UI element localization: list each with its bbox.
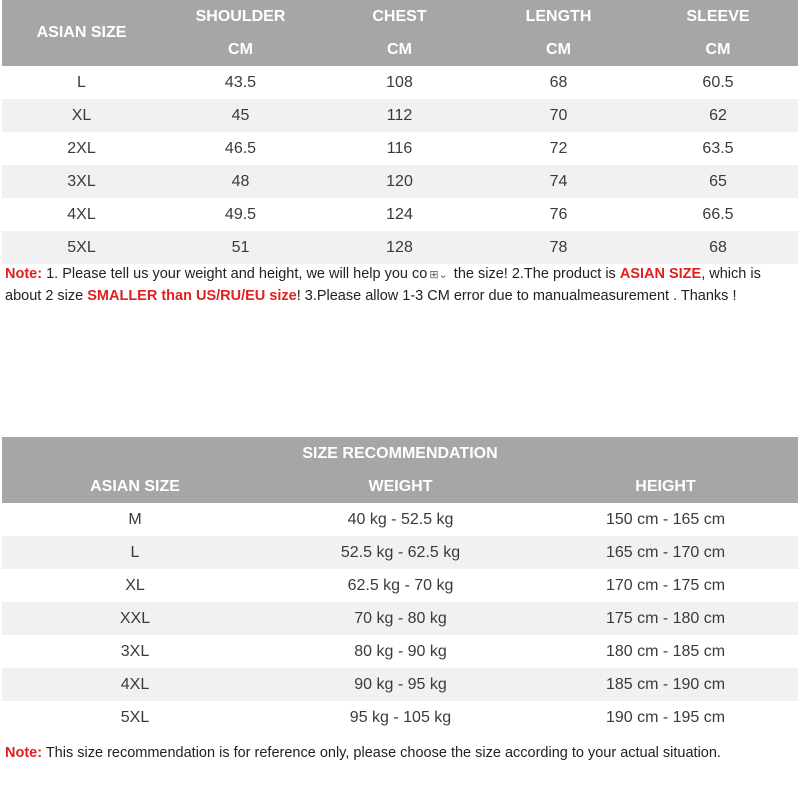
cell-length: 70 (479, 99, 638, 132)
translate-icon[interactable]: ⊞⌄ (429, 269, 448, 281)
note-text-part3: , which is about 2 size (5, 266, 761, 304)
cell-height: 170 cm - 175 cm (533, 569, 798, 602)
cell-length: 72 (479, 132, 638, 165)
header-asian-size: ASIAN SIZE (36, 24, 127, 41)
table-row (2, 635, 798, 668)
header-height: HEIGHT (635, 477, 696, 495)
table-row (2, 231, 798, 264)
header-length: LENGTH (525, 7, 592, 25)
cell-length: 76 (479, 198, 638, 231)
table-row (2, 66, 798, 99)
note-text-part4: ! 3.Please allow 1-3 CM error due to manualmeasurement . Thanks ! (296, 288, 737, 304)
table-row (2, 165, 798, 198)
recommendation-title: SIZE RECOMMENDATION (302, 444, 498, 462)
cell-weight: 52.5 kg - 62.5 kg (268, 536, 533, 569)
header-weight: WEIGHT (368, 477, 433, 495)
note-text-part1: 1. Please tell us your weight and height, we will help you co (42, 266, 428, 282)
size-note (5, 264, 795, 318)
note-label: Note: (5, 266, 43, 282)
cell-shoulder: 45 (161, 99, 320, 132)
cell-height: 150 cm - 165 cm (533, 503, 798, 536)
cell-chest: 128 (320, 231, 479, 264)
cell-weight: 40 kg - 52.5 kg (268, 503, 533, 536)
header-chest: CHEST (372, 7, 427, 25)
cell-size: 5XL (2, 701, 268, 734)
cell-sleeve: 66.5 (638, 198, 798, 231)
cell-size: L (2, 536, 268, 569)
cell-chest: 112 (320, 99, 479, 132)
header-asian-size: ASIAN SIZE (90, 477, 180, 495)
cell-length: 68 (479, 66, 638, 99)
cell-sleeve: 62 (638, 99, 798, 132)
cell-height: 165 cm - 170 cm (533, 536, 798, 569)
cell-shoulder: 49.5 (161, 198, 320, 231)
header-unit: CM (546, 40, 571, 58)
cell-size: XL (2, 99, 161, 132)
table-row (2, 99, 798, 132)
table-row (2, 503, 798, 536)
cell-size: M (2, 503, 268, 536)
cell-weight: 95 kg - 105 kg (268, 701, 533, 734)
table-row (2, 132, 798, 165)
cell-shoulder: 51 (161, 231, 320, 264)
table-row (2, 668, 798, 701)
cell-size: 2XL (2, 132, 161, 165)
cell-height: 190 cm - 195 cm (533, 701, 798, 734)
cell-size: L (2, 66, 161, 99)
cell-height: 175 cm - 180 cm (533, 602, 798, 635)
cell-shoulder: 43.5 (161, 66, 320, 99)
cell-sleeve: 60.5 (638, 66, 798, 99)
cell-size: XL (2, 569, 268, 602)
note-asian-size: ASIAN SIZE (619, 266, 702, 282)
table-row (2, 569, 798, 602)
header-unit: CM (705, 40, 731, 58)
cell-size: XXL (2, 602, 268, 635)
table-row (2, 602, 798, 635)
cell-shoulder: 46.5 (161, 132, 320, 165)
cell-height: 180 cm - 185 cm (533, 635, 798, 668)
cell-sleeve: 68 (638, 231, 798, 264)
cell-weight: 80 kg - 90 kg (268, 635, 533, 668)
table-row (2, 701, 798, 734)
cell-chest: 116 (320, 132, 479, 165)
header-shoulder: SHOULDER (195, 7, 286, 25)
size-chart-header-row (2, 0, 798, 33)
header-sleeve: SLEEVE (686, 7, 750, 25)
cell-size: 3XL (2, 165, 161, 198)
cell-length: 78 (479, 231, 638, 264)
cell-sleeve: 65 (638, 165, 798, 198)
note-smaller-size: SMALLER than US/RU/EU size (87, 288, 297, 304)
cell-size: 5XL (2, 231, 161, 264)
note-text-part2: the size! 2.The product is (449, 266, 620, 282)
recommendation-header-row (2, 470, 798, 503)
table-row (2, 198, 798, 231)
size-recommendation-table (2, 437, 798, 734)
size-chart-table (2, 0, 798, 264)
cell-chest: 120 (320, 165, 479, 198)
cell-weight: 62.5 kg - 70 kg (268, 569, 533, 602)
cell-size: 4XL (2, 198, 161, 231)
cell-weight: 70 kg - 80 kg (268, 602, 533, 635)
note-label: Note: (5, 745, 43, 761)
note-text: This size recommendation is for reference only, please choose the size according to your actual situation. (42, 745, 721, 761)
cell-chest: 108 (320, 66, 479, 99)
cell-shoulder: 48 (161, 165, 320, 198)
cell-chest: 124 (320, 198, 479, 231)
cell-size: 4XL (2, 668, 268, 701)
recommendation-note (5, 743, 795, 764)
cell-sleeve: 63.5 (638, 132, 798, 165)
cell-height: 185 cm - 190 cm (533, 668, 798, 701)
recommendation-title-row (2, 437, 798, 470)
cell-size: 3XL (2, 635, 268, 668)
cell-weight: 90 kg - 95 kg (268, 668, 533, 701)
header-unit: CM (387, 40, 412, 58)
cell-length: 74 (479, 165, 638, 198)
table-row (2, 536, 798, 569)
header-unit: CM (228, 40, 253, 58)
